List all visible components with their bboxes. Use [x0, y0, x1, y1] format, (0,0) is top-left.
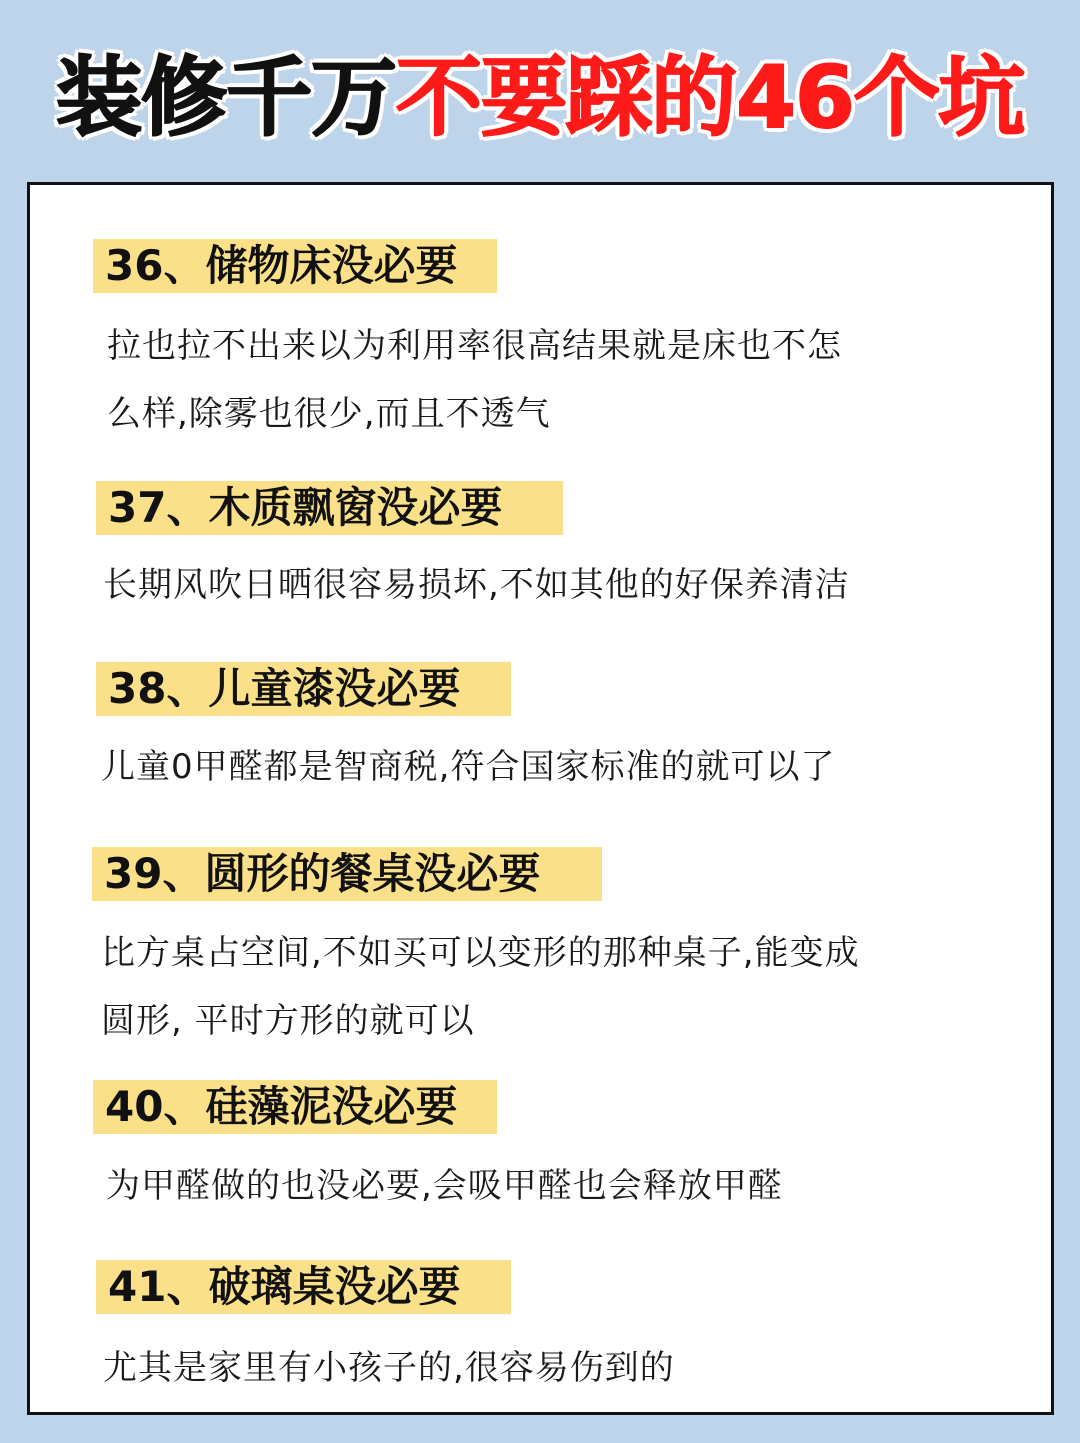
item-description-line: 么样,除雾也很少,而且不透气 [107, 394, 551, 434]
item-heading: 36、储物床没必要 [93, 239, 497, 293]
item-heading: 40、硅藻泥没必要 [93, 1080, 497, 1134]
item-heading: 39、圆形的餐桌没必要 [92, 847, 602, 901]
item-description-line: 拉也拉不出来以为利用率很高结果就是床也不怎 [107, 326, 842, 366]
item-description-line: 尤其是家里有小孩子的,很容易伤到的 [103, 1348, 675, 1388]
page-title [0, 38, 1080, 158]
item-description-line: 为甲醛做的也没必要,会吸甲醛也会释放甲醛 [106, 1166, 783, 1206]
title-red-part: 不要踩的46个坑 [396, 48, 1024, 148]
content-card [27, 182, 1054, 1415]
item-description-line: 比方桌占空间,不如买可以变形的那种桌子,能变成 [101, 933, 860, 973]
item-heading: 41、破璃桌没必要 [96, 1260, 511, 1314]
item-heading: 37、木质飘窗没必要 [96, 481, 563, 535]
title-black-part: 装修千万 [56, 48, 397, 148]
item-heading: 38、儿童漆没必要 [96, 662, 511, 716]
item-description-line: 长期风吹日晒很容易损坏,不如其他的好保养清洁 [103, 565, 850, 605]
item-description-line: 圆形, 平时方形的就可以 [101, 1001, 475, 1041]
item-description-line: 儿童0甲醛都是智商税,符合国家标准的就可以了 [101, 747, 836, 787]
